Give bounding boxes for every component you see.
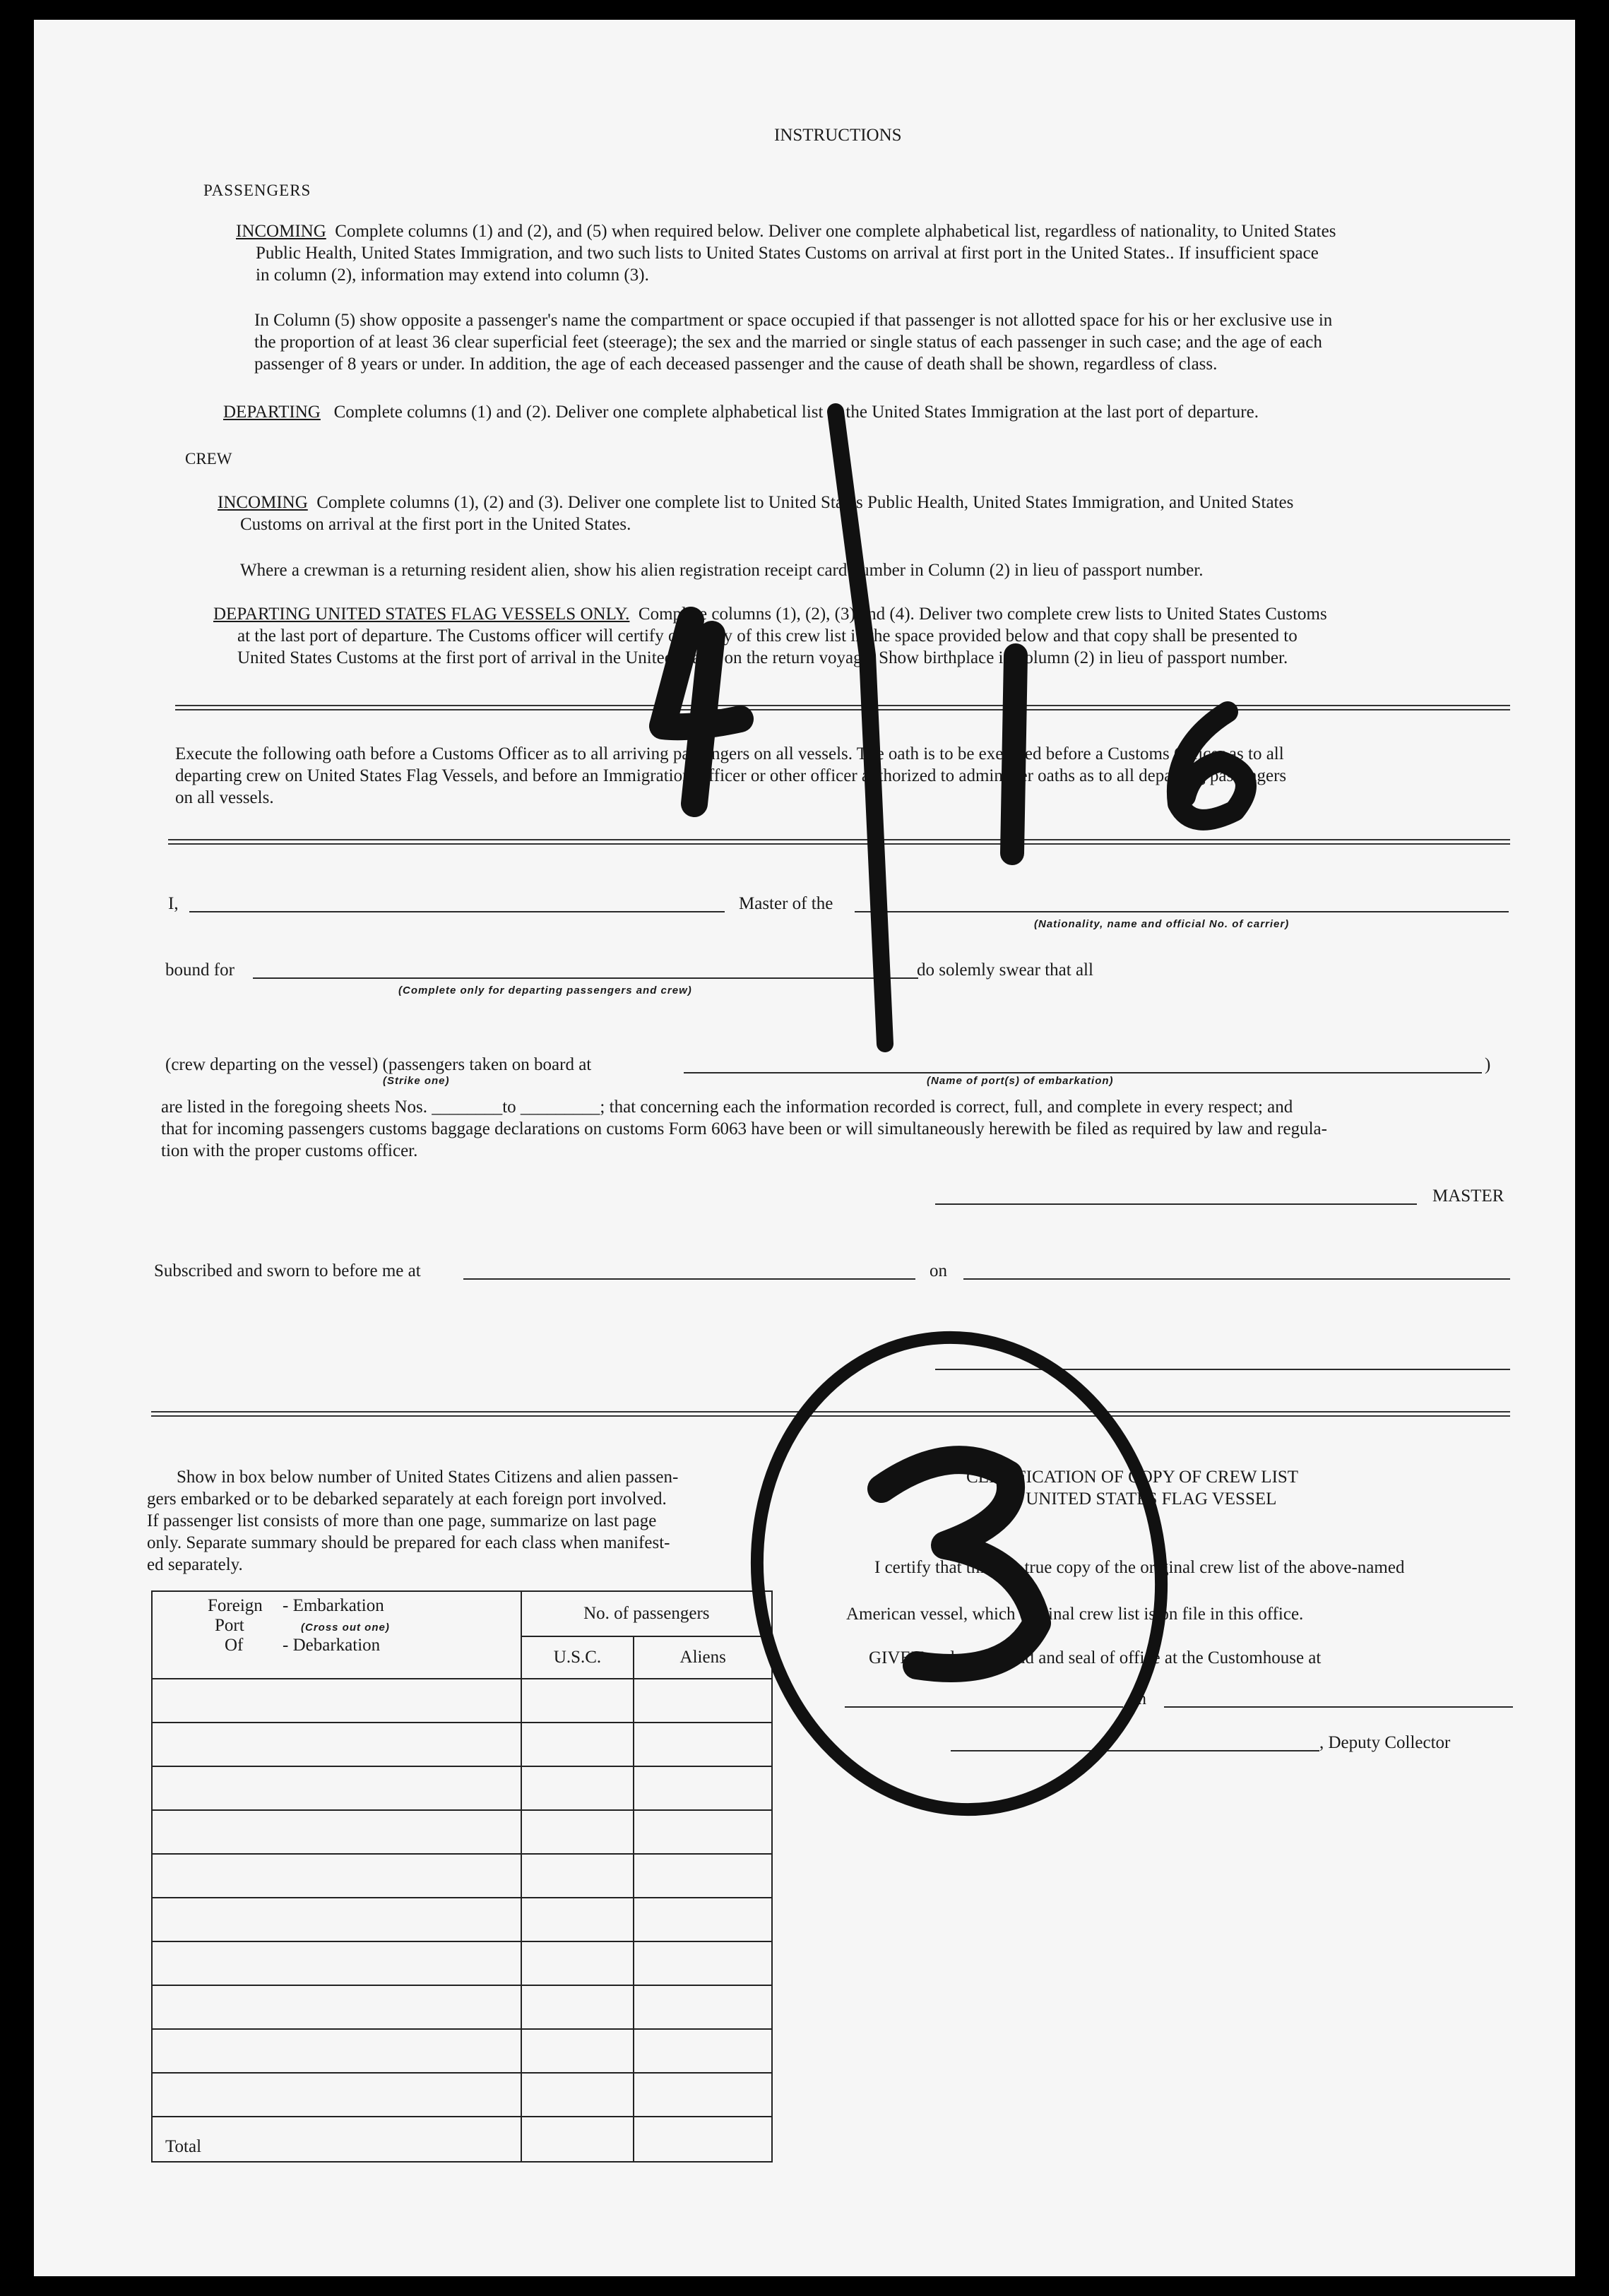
certification-on-label: on	[1129, 1689, 1146, 1708]
certify-line-1: I certify that this is a true copy of the original crew list of the above-named	[874, 1558, 1405, 1577]
crew-incoming-label: INCOMING	[218, 493, 308, 512]
column5-line-2: the proportion of at least 36 clear superficial feet (steerage); the sex and the married or single status of each passenger in such case; and the age of each	[254, 333, 1322, 352]
oath-intro-line-2: departing crew on United States Flag Vessels, and before an Immigration Officer or other officer authorized to administer oaths as to all departing passengers	[175, 766, 1287, 785]
table-row	[152, 1679, 772, 1723]
bound-for-label: bound for	[165, 960, 234, 980]
i-label: I,	[168, 894, 179, 913]
subscribed-date-line[interactable]	[963, 1278, 1510, 1280]
document-page	[34, 20, 1575, 2276]
table-row	[152, 2029, 772, 2073]
column5-line-1: In Column (5) show opposite a passenger's name the compartment or space occupied if that passenger is not allotted space for his or her exclusive use in	[254, 311, 1333, 330]
crew-departing-line-2: at the last port of departure. The Customs officer will certify one copy of this crew list in the space provided below and that copy shall be presented to	[237, 626, 1298, 646]
officer-signature-line[interactable]	[935, 1369, 1510, 1370]
aliens-header: Aliens	[634, 1636, 772, 1679]
subscribed-on-label: on	[930, 1261, 947, 1280]
passengers-heading: PASSENGERS	[203, 182, 311, 199]
passengers-incoming-line-3: in column (2), information may extend into column (3).	[256, 266, 649, 285]
bound-caption: (Complete only for departing passengers and crew)	[398, 985, 692, 997]
listed-line-2: that for incoming passengers customs baggage declarations on customs Form 6063 have been or will simultaneously herewith be filed as required by law and regula-	[161, 1119, 1327, 1138]
passengers-incoming-line-2: Public Health, United States Immigration, and two such lists to United States Customs on arrival at first port in the United States.. If insufficient space	[256, 244, 1319, 263]
port-header: Foreign - Embarkation Port (Cross out one) Of - Debarkation	[152, 1591, 521, 1679]
close-paren: )	[1485, 1055, 1491, 1074]
divider-3	[151, 1411, 1510, 1417]
table-row	[152, 1898, 772, 1941]
summary-instr-1: Show in box below number of United States Citizens and alien passen-	[177, 1468, 679, 1487]
table-row	[152, 1941, 772, 1985]
master-label: MASTER	[1432, 1186, 1504, 1206]
crew-departing-line-3: United States Customs at the first port of arrival in the United States on the return voyage. Show birthplace in column (2) in lieu of passport number.	[237, 648, 1288, 667]
port-line[interactable]	[684, 1072, 1482, 1073]
certification-title-1: CERTIFICATION OF COPY OF CREW LIST	[966, 1468, 1299, 1487]
certification-title-2: OF UNITED STATES FLAG VESSEL	[999, 1489, 1277, 1509]
oath-intro-line-1: Execute the following oath before a Customs Officer as to all arriving passengers on all vessels. The oath is to be executed before a Customs Officer as to all	[175, 744, 1284, 763]
total-label: Total	[152, 2117, 521, 2162]
crew-incoming-line-1: INCOMING Complete columns (1), (2) and (3). Deliver one complete list to United States Public Health, United States Immigration, and United States	[218, 493, 1294, 512]
deputy-collector-label: , Deputy Collector	[1319, 1733, 1451, 1752]
master-of-the-label: Master of the	[739, 894, 833, 913]
passengers-incoming-label: INCOMING	[236, 222, 326, 241]
table-row	[152, 2073, 772, 2117]
total-row	[152, 2117, 772, 2162]
no-passengers-header: No. of passengers	[521, 1591, 772, 1636]
column5-line-3: passenger of 8 years or under. In addition, the age of each deceased passenger and the cause of death shall be shown, regardless of class.	[254, 355, 1218, 374]
crew-incoming-line-2: Customs on arrival at the first port in the United States.	[240, 515, 631, 534]
instructions-title: INSTRUCTIONS	[774, 126, 902, 145]
swear-label: do solemly swear that all	[917, 960, 1093, 980]
crew-heading: CREW	[185, 450, 232, 468]
crew-departing-label: DEPARTING UNITED STATES FLAG VESSELS ONLY.	[213, 605, 630, 624]
passengers-departing-label: DEPARTING	[223, 403, 321, 422]
master-name-line[interactable]	[189, 911, 725, 912]
oath-intro-line-3: on all vessels.	[175, 788, 274, 807]
passenger-summary-table	[151, 1590, 773, 2163]
divider-2	[168, 839, 1510, 845]
summary-instr-4: only. Separate summary should be prepared for each class when manifest-	[147, 1533, 670, 1552]
bound-for-line[interactable]	[253, 977, 918, 979]
summary-instr-5: ed separately.	[147, 1555, 243, 1574]
table-row	[152, 1810, 772, 1854]
listed-line-3: tion with the proper customs officer.	[161, 1141, 418, 1160]
table-row	[152, 1985, 772, 2029]
table-row	[152, 1854, 772, 1898]
summary-instr-3: If passenger list consists of more than one page, summarize on last page	[147, 1511, 657, 1530]
table-row	[152, 1766, 772, 1810]
carrier-caption: (Nationality, name and official No. of carrier)	[1034, 918, 1290, 930]
master-signature-line[interactable]	[935, 1203, 1417, 1205]
customhouse-line[interactable]	[845, 1706, 1123, 1708]
deputy-signature-line[interactable]	[951, 1750, 1319, 1751]
listed-line-1: are listed in the foregoing sheets Nos. ________to _________; that concerning each the information recorded is correct, full, and complete in every respect; and	[161, 1098, 1293, 1117]
crew-passengers-label: (crew departing on the vessel) (passengers taken on board at	[165, 1055, 592, 1074]
passengers-incoming-line-1: INCOMING Complete columns (1) and (2), and (5) when required below. Deliver one complete alphabetical list, regardless of nationality, to United States	[236, 222, 1336, 241]
passengers-departing-line: DEPARTING Complete columns (1) and (2). Deliver one complete alphabetical list to the United States Immigration at the last port of departure.	[223, 403, 1259, 422]
strike-one-caption: (Strike one)	[383, 1075, 450, 1087]
divider-1	[175, 705, 1510, 710]
port-caption: (Name of port(s) of embarkation)	[927, 1075, 1114, 1087]
given-line: GIVEN under my hand and seal of office at the Customhouse at	[869, 1648, 1322, 1667]
crew-departing-line-1: DEPARTING UNITED STATES FLAG VESSELS ONLY. Complete columns (1), (2), (3) and (4). Deliver two complete crew lists to United States Customs	[213, 605, 1327, 624]
summary-instr-2: gers embarked or to be debarked separately at each foreign port involved.	[147, 1489, 667, 1509]
subscribed-label: Subscribed and sworn to before me at	[154, 1261, 421, 1280]
certify-line-2: American vessel, which original crew list is on file in this office.	[846, 1605, 1304, 1624]
subscribed-place-line[interactable]	[463, 1278, 915, 1280]
usc-header: U.S.C.	[521, 1636, 634, 1679]
carrier-line[interactable]	[855, 911, 1509, 912]
certification-date-line[interactable]	[1164, 1706, 1513, 1708]
crew-resident-line: Where a crewman is a returning resident alien, show his alien registration receipt card number in Column (2) in lieu of passport number.	[240, 561, 1204, 580]
table-row	[152, 1723, 772, 1766]
